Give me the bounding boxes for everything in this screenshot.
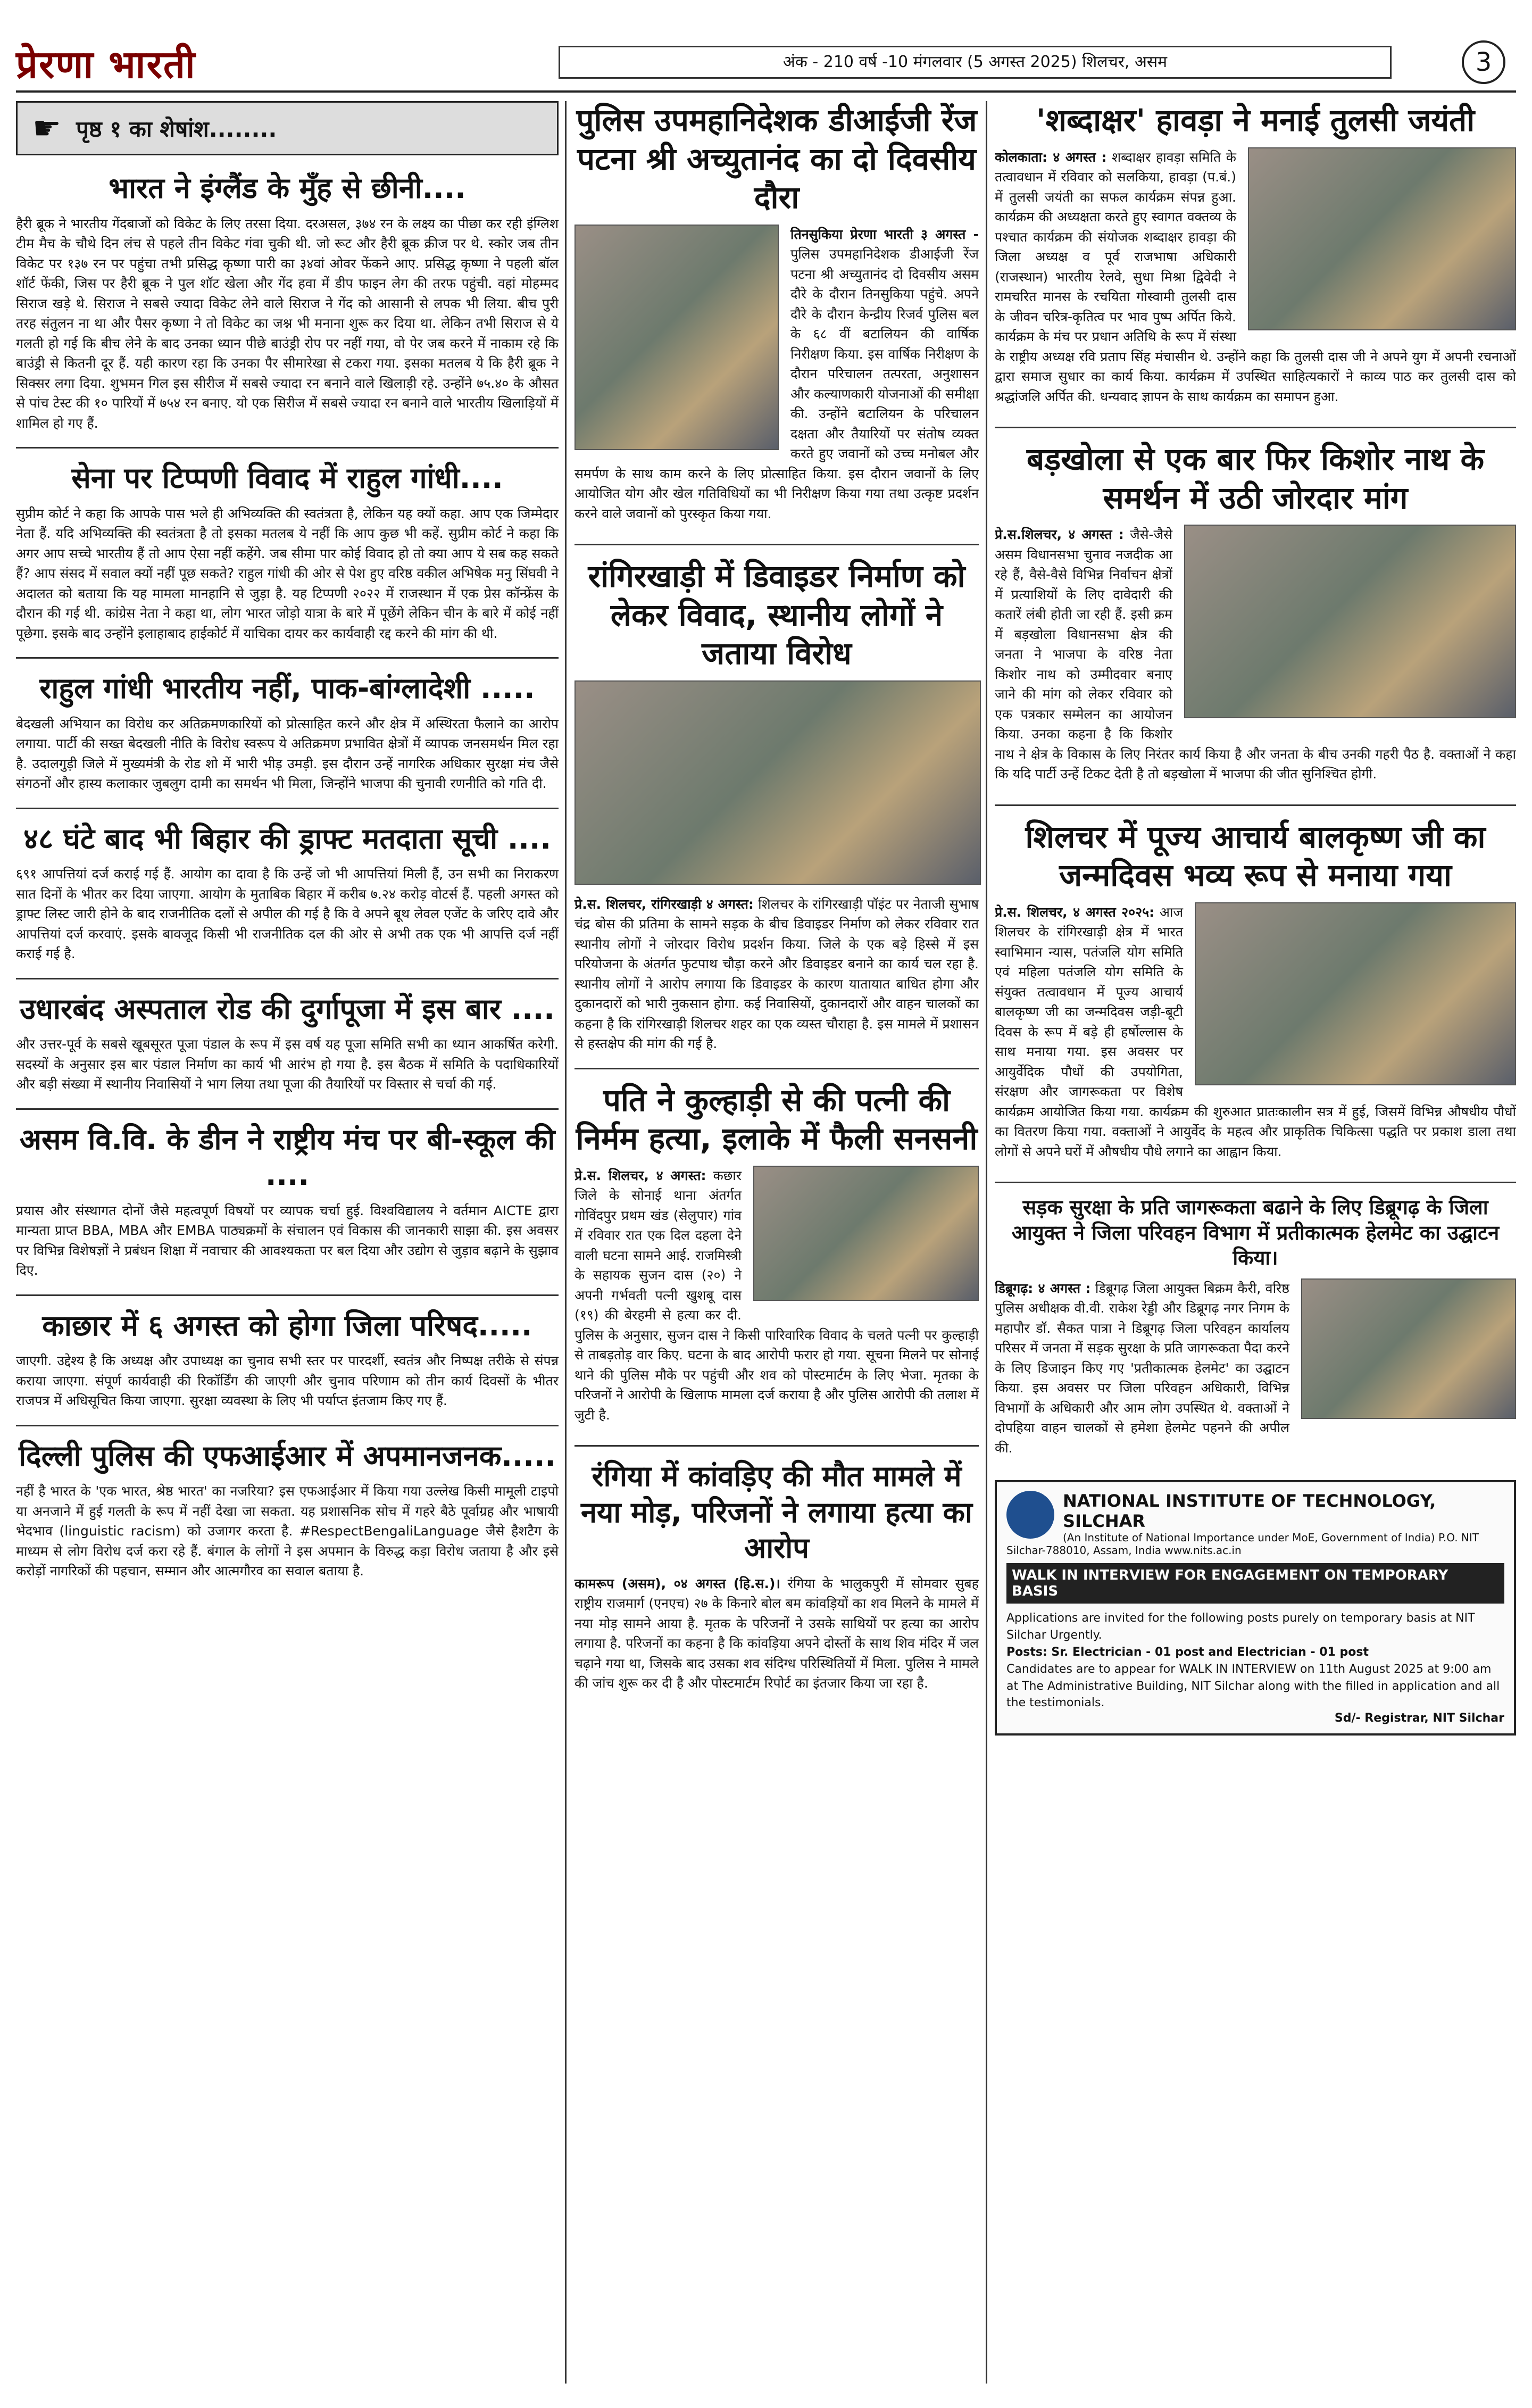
headline: रांगिरखाड़ी में डिवाइडर निर्माण को लेकर विवाद, स्थानीय लोगों ने जताया विरोध [588, 558, 965, 671]
ad-sub: (An Institute of National Importance under MoE, Government of India) P.O. NIT Silchar-788010, Assam, India www.nits.ac.in [1006, 1531, 1479, 1557]
headline: दिल्ली पुलिस की एफआईआर में अपमानजनक..... [19, 1439, 556, 1473]
ad-text: Candidates are to appear for WALK IN INTERVIEW on 11th August 2025 at 9:00 am at The Administrative Building, NIT Silchar along with the filled in application and all the testimonials. [1006, 1662, 1500, 1710]
divider [995, 427, 1516, 428]
headline: राहुल गांधी भारतीय नहीं, पाक-बांग्लादेशी ..... [39, 671, 535, 705]
headline: 'शब्दाक्षर' हावड़ा ने मनाई तुलसी जयंती [1036, 102, 1475, 138]
article-body: रंगिया के भालुकपुरी में सोमवार सुबह राष्ट्रीय राजमार्ग (एनएच) २७ के किनारे बोल बम कांवड़ियों का शव मिलने के मामले में नया मोड़ सामने आया है. मृतक के परिजनों ने उसके साथियों पर हत्या का आरोप लगाया है. परिजनों का कहना है कि कांवड़िया अपने दोस्तों के साथ शिव मंदिर में जल चढ़ाने गया था, जिसके बाद उसका शव संदिग्ध परिस्थितियों में मिला. पुलिस ने मामले की जांच शुरू कर दी है और पोस्टमार्टम रिपोर्ट का इंतजार किया जा रहा है. [574, 1575, 979, 1691]
column-divider [565, 101, 567, 2384]
dateline: डिब्रूगढ़: ४ अगस्त : [995, 1280, 1091, 1296]
news-photo [1195, 902, 1516, 1085]
institute-logo-icon [1006, 1491, 1054, 1539]
news-photo [1301, 1278, 1516, 1419]
continuation-kicker [16, 101, 559, 155]
column-continuations [16, 101, 559, 1595]
dateline: प्रे.स. शिलचर, ४ अगस्त: [574, 1167, 706, 1183]
page-number: 3 [1462, 40, 1505, 84]
divider [16, 1108, 559, 1110]
article-body: और उत्तर-पूर्व के सबसे खूबसूरत पूजा पंडाल के रूप में इस वर्ष यह पूजा समिति सभी का ध्यान आकर्षित करेगी. सदस्यों के अनुसार इस बार पंडाल निर्माण का कार्य भी आरंभ हो गया है. इस बैठक में समिति के पदाधिकारियों और बड़ी संख्या में स्थानीय निवासियों ने भाग लिया तथा पूजा की तैयारियों पर विस्तार से चर्चा की गई. [16, 1036, 559, 1092]
divider [16, 978, 559, 979]
article-body: ६९१ आपत्तियां दर्ज कराई गई हैं. आयोग का दावा है कि उन्हें जो भी आपत्तियां मिली हैं, उन सभी का निराकरण सात दिनों के भीतर कर दिया जाएगा. आयोग के मुताबिक बिहार में करीब ७.२४ करोड़ वोटर्स हैं. पहली अगस्त को ड्राफ्ट लिस्ट जारी होने के बाद राजनीतिक दलों से अपील की गई है कि वे अपने बूथ लेवल एजेंट के जरिए दावे और आपत्तियां दर्ज करवाएं. इसके बावजूद किसी भी राजनीतिक दल की ओर से अभी तक एक भी आपत्ति दर्ज नहीं कराई गई है. [16, 866, 559, 961]
ad-posts: Posts: Sr. Electrician - 01 post and Electrician - 01 post [1006, 1645, 1369, 1659]
divider [574, 1445, 979, 1447]
article-body: पुलिस उपमहानिदेशक डीआईजी रेंज पटना श्री अच्युतानंद दो दिवसीय असम दौरे के दौरान तिनसुकिया पहुंचे. अपने दौरे के दौरान केन्द्रीय रिजर्व पुलिस बल के ६८ वीं बटालियन की वार्षिक निरीक्षण किया. इस वार्षिक निरीक्षण के दौरान परिचालन तत्परता, अनुशासन और कल्याणकारी योजनाओं की समीक्षा की. उन्होंने बटालियन के परिचालन दक्षता और तैयारियों पर संतोष व्यक्त करते हुए जवानों को उच्च मनोबल और समर्पण के साथ काम करने के लिए प्रोत्साहित किया. इस दौरान जवानों के लिए आयोजित योग और खेल गतिविधियों का भी निरीक्षण किया गया तथा उत्कृष्ट प्रदर्शन करने वाले जवानों को पुरस्कृत किया गया. [574, 246, 979, 521]
headline: काछार में ६ अगस्त को होगा जिला परिषद..... [42, 1308, 532, 1342]
article-body: डिब्रूगढ़ जिला आयुक्त बिक्रम कैरी, वरिष्ठ पुलिस अधीक्षक वी.वी. राकेश रेड्डी और डिब्रूगढ़ नगर निगम के महापौर डॉ. सैकत पात्रा ने डिब्रूगढ़ जिला परिवहन कार्यालय परिसर में जनता में सड़क सुरक्षा के प्रति जागरूकता पैदा करने के लिए डिजाइन किए गए 'प्रतीकात्मक हेलमेट' का उद्घाटन किया. इस अवसर पर जिला परिवहन अधिकारी, विभिन्न विभागों के अधिकारी और आम लोग उपस्थित थे. वक्ताओं ने दोपहिया वाहन चालकों से हमेशा हेलमेट पहनने की अपील की. [995, 1280, 1290, 1456]
headline: बड़खोला से एक बार फिर किशोर नाथ के समर्थन में उठी जोरदार मांग [1026, 441, 1485, 516]
headline: ४८ घंटे बाद भी बिहार की ड्राफ्ट मतदाता सूची .... [23, 821, 551, 856]
newspaper-title: प्रेरणा भारती [16, 41, 196, 87]
ad-band: WALK IN INTERVIEW FOR ENGAGEMENT ON TEMPORARY BASIS [1006, 1563, 1504, 1604]
news-photo [753, 1166, 979, 1301]
column-middle [574, 101, 979, 1707]
article-body: जाएगी. उद्देश्य है कि अध्यक्ष और उपाध्यक्ष का चुनाव सभी स्तर पर पारदर्शी, स्वतंत्र और निष्पक्ष तरीके से संपन्न कराया जाएगा. संपूर्ण कार्यवाही की रिकॉर्डिंग की जाएगी और चुनाव परिणाम को तीन कार्य दिवसों के भीतर राजपत्र में अधिसूचित किया जाएगा. सुरक्षा व्यवस्था के लिए भी पर्याप्त इंतजाम किए गए हैं. [16, 1353, 559, 1408]
kicker-label: पृष्ठ १ का शेषांश........ [76, 115, 277, 142]
masthead [16, 37, 1516, 93]
article [995, 1278, 1516, 1472]
column-right [995, 101, 1516, 1736]
divider [16, 1425, 559, 1426]
dateline: प्रे.स.शिलचर, ४ अगस्त : [995, 527, 1124, 542]
article-body: शिलचर के रांगिरखाड़ी पॉइंट पर नेताजी सुभाष चंद्र बोस की प्रतिमा के सामने सड़क के बीच डिवाइडर निर्माण को लेकर रविवार रात स्थानीय लोगों ने जोरदार विरोध प्रदर्शन किया. जिले के एक बड़े हिस्से में इस परियोजना के अंतर्गत फुटपाथ चौड़ा करने और डिवाइडर बनाने का कार्य चल रहा है. स्थानीय लोगों ने आरोप लगाया कि डिवाइडर के कारण यातायात बाधित होगा और दुकानदारों को भारी नुकसान होगा. कई निवासियों, दुकानदारों और वाहन चालकों का कहना है कि रांगिरखाड़ी शिलचर शहर का एक व्यस्त चौराहा है. इस मामले में प्रशासन से हस्तक्षेप की मांग की गई है. [574, 896, 979, 1051]
headline: रंगिया में कांवड़िए की मौत मामले में नया मोड़, परिजनों ने लगाया हत्या का आरोप [581, 1459, 972, 1565]
headline: उधारबंद अस्पताल रोड की दुर्गापूजा में इस बार .... [20, 992, 555, 1026]
dateline: प्रे.स. शिलचर, रांगिरखाड़ी ४ अगस्त: [574, 896, 754, 912]
article-body: प्रयास और संस्थागत दोनों जैसे महत्वपूर्ण विषयों पर व्यापक चर्चा हुई. विश्वविद्यालय ने वर्तमान AICTE द्वारा मान्यता प्राप्त BBA, MBA और EMBA पाठ्यक्रमों के संचालन एवं विकास की जानकारी साझा की. इस अवसर पर विभिन्न विशेषज्ञों ने प्रबंधन शिक्षा में नवाचार की आवश्यकता पर बल दिया और उद्योग से जुड़ाव बढ़ाने के सुझाव दिए. [16, 1202, 559, 1278]
ad-org: NATIONAL INSTITUTE OF TECHNOLOGY, SILCHAR [1063, 1491, 1436, 1531]
dateline: प्रे.स. शिलचर, ४ अगस्त २०२५: [995, 904, 1155, 920]
ad-text: Applications are invited for the following posts purely on temporary basis at NIT Silchar Urgently. [1006, 1612, 1475, 1642]
dateline: तिनसुकिया प्रेरणा भारती ३ अगस्त - [790, 226, 979, 242]
issue-line: अंक - 210 वर्ष -10 मंगलवार (5 अगस्त 2025) शिलचर, असम [559, 46, 1392, 79]
divider [16, 657, 559, 659]
dateline: कोलकाता: ४ अगस्त : [995, 149, 1107, 165]
article-body: नहीं है भारत के 'एक भारत, श्रेष्ठ भारत' का नजरिया? इस एफआईआर में किया गया उल्लेख किसी मामूली टाइपो या अनजाने में हुई गलती के रूप में नहीं देखा जा सकता. यह प्रशासनिक सोच में गहरे बैठे पूर्वाग्रह और भाषायी भेदभाव (linguistic racism) को उजागर करता है. #RespectBengaliLanguage जैसे हैशटैग के माध्यम से लोग विरोध दर्ज करा रहे हैं. बंगाल के लोगों ने इस अपमान के विरुद्ध कड़ा विरोध जताया है और इसे करोड़ों नागरिकों की पहचान, सम्मान और आत्मगौरव का सवाल बताया है. [16, 1483, 559, 1579]
article-body: जैसे-जैसे असम विधानसभा चुनाव नजदीक आ रहे हैं, वैसे-वैसे विभिन्न निर्वाचन क्षेत्रों में प्रत्याशियों के लिए दावेदारी की कतारें लंबी होती जा रही हैं. इसी क्रम में बड़खोला विधानसभा क्षेत्र की जनता ने भाजपा के वरिष्ठ नेता किशोर नाथ को उम्मीदवार बनाए जाने की मांग को लेकर रविवार को एक पत्रकार सम्मेलन का आयोजन किया. उनका कहना है कि किशोर नाथ ने क्षेत्र के विकास के लिए निरंतर कार्य किया है और जनता के बीच उनकी गहरी पैठ है. वक्ताओं ने कहा कि यदि पार्टी उन्हें टिकट देती है तो बड़खोला में भाजपा की जीत सुनिश्चित होगी. [995, 527, 1516, 782]
divider [995, 804, 1516, 806]
headline: पति ने कुल्हाड़ी से की पत्नी की निर्मम हत्या, इलाके में फैली सनसनी [576, 1082, 978, 1157]
divider [16, 447, 559, 449]
article [574, 1166, 979, 1439]
article-body: शब्दाक्षर हावड़ा समिति के तत्वावधान में रविवार को सलकिया, हावड़ा (प.बं.) में तुलसी जयंती का सफल कार्यक्रम संपन्न हुआ. कार्यक्रम की अध्यक्षता करते हुए स्वागत वक्तव्य के पश्चात कार्यक्रम की संयोजक शब्दाक्षर हावड़ा की जिला अध्यक्ष व पूर्व राजभाषा अधिकारी (राजस्थान) भारतीय रेलवे, सुधा मिश्रा द्विवेदी ने रामचरित मानस के रचयिता गोस्वामी तुलसी दास के जीवन चरित्र-कृतित्व पर भाव पुष्प अर्पित किये. कार्यक्रम के मंच पर प्रधान अतिथि के रूप में संस्था के राष्ट्रीय अध्यक्ष रवि प्रताप सिंह मंचासीन थे. उन्होंने कहा कि तुलसी दास जी ने अपने युग में अपनी रचनाओं द्वारा समाज सुधार का कार्य किया. कार्यक्रम में उपस्थित साहित्यकारों ने काव्य पाठ कर तुलसी दास को श्रद्धांजलि अर्पित की. धन्यवाद ज्ञापन के साथ कार्यक्रम का समापन हुआ. [995, 149, 1516, 404]
headline: भारत ने इंग्लैंड के मुँह से छीनी.... [109, 171, 466, 205]
divider [574, 1068, 979, 1069]
article-body: बेदखली अभियान का विरोध कर अतिक्रमणकारियों को प्रोत्साहित करने और क्षेत्र में अस्थिरता फैलाने का आरोप लगाया. पार्टी की सख्त बेदखली नीति के विरोध स्वरूप ये अतिक्रमण प्रभावित क्षेत्रों में व्यापक जनसमर्थन मिल रहा है. उदालगुड़ी जिले में मुख्यमंत्री के रोड शो में भारी भीड़ उमड़ी. इस दौरान उन्हें नागरिक अधिकार सुरक्षा मंच जैसे संगठनों और हास्य कलाकार जुबलुग दामी का समर्थन भी मिला, जिन्होंने भाजपा की चुनावी रणनीति को गति दी. [16, 716, 559, 791]
article-body: आज शिलचर के रांगिरखाड़ी क्षेत्र में भारत स्वाभिमान न्यास, पतंजलि योग समिति एवं महिला पतंजलि योग समिति के संयुक्त तत्वावधान में पूज्य आचार्य बालकृष्ण जी का जन्मदिवस जड़ी-बूटी दिवस के रूप में बड़े ही हर्षोल्लास के साथ मनाया गया. इस अवसर पर आयुर्वेदिक पौधों की उपयोगिता, संरक्षण और जागरूकता पर विशेष कार्यक्रम आयोजित किया गया. कार्यक्रम की शुरुआत प्रातःकालीन सत्र में हुई, जिसमें विभिन्न औषधीय पौधों का वितरण किया गया. वक्ताओं ने आयुर्वेद के महत्व और प्राकृतिक चिकित्सा पद्धति पर प्रकाश डाला तथा लोगों से अपने घरों में औषधीय पौधे लगाने का आह्वान किया. [995, 904, 1516, 1159]
headline: पुलिस उपमहानिदेशक डीआईजी रेंज पटना श्री अच्युतानंद का दो दिवसीय दौरा [576, 102, 977, 215]
headline: सेना पर टिप्पणी विवाद में राहुल गांधी.... [71, 461, 503, 495]
divider [16, 808, 559, 809]
headline: असम वि.वि. के डीन ने राष्ट्रीय मंच पर बी-स्कूल की .... [19, 1122, 555, 1192]
divider [16, 1294, 559, 1296]
news-photo [574, 680, 981, 885]
article [995, 147, 1516, 421]
article-body: कछार जिले के सोनाई थाना अंतर्गत गोविंदपुर प्रथम खंड (सेलुपार) गांव में रविवार रात एक दिल दहला देने वाली घटना सामने आई. राजमिस्त्री के सहायक सुजन दास (२०) ने अपनी गर्भवती पत्नी खुशबू दास (१९) की बेरहमी से हत्या कर दी. पुलिस के अनुसार, सुजन दास ने किसी पारिवारिक विवाद के चलते पत्नी पर कुल्हाड़ी से ताबड़तोड़ वार किए. घटना के बाद आरोपी फरार हो गया. सूचना मिलने पर सोनाई थाने की पुलिस मौके पर पहुंची और शव को पोस्टमार्टम के लिए भेजा. मृतका के परिजनों ने आरोपी के खिलाफ मामला दर्ज कराया है और पुलिस आरोपी की तलाश में जुटी है. [574, 1167, 979, 1423]
divider [574, 544, 979, 545]
article [995, 525, 1516, 798]
article-body: हैरी ब्रूक ने भारतीय गेंदबाजों को विकेट के लिए तरसा दिया. दरअसल, ३७४ रन के लक्ष्य का पीछा कर रही इंग्लिश टीम मैच के चौथे दिन लंच से पहले तीन विकेट गंवा चुकी थी. जो रूट और हैरी ब्रूक क्रीज पर थे. स्कोर जब तीन विकेट पर १३७ रन पर पहुंचा तभी प्रसिद्ध कृष्णा पारी का ३४वां ओवर फेंकने आए. प्रसिद्ध कृष्णा ने पहली बॉल शॉर्ट फेंकी, जिस पर हैरी ब्रूक ने पुल शॉट खेला और गेंद हवा में डीप फाइन लेग की तरफ पहुंची. वहां मोहम्मद सिराज खड़े थे. सिराज ने सबसे ज्यादा विकेट लेने वाले सिराज ने गेंद को आसानी से लपक भी लिया. बीच पुरी तरह संतुलन ना था और पैसर कृष्णा ने तो विकेट का जश्न भी मनाना शुरू कर दिया था. लेकिन तभी सिराज से ये गलती हो गई कि बीच लेने के बाद उनका ध्यान पीछे बाउंड्री रोप पर नहीं गया, वो पेर जब करने में नाकाम रहे कि बाउंड्री से कितनी दूर हैं. यही कारण रहा कि उनका पैर सीमारेखा से टकरा गया. इसका मतलब ये कि हैरी ब्रूक ने सिक्सर लगा दिया. शुभमन गिल इस सीरीज में सबसे ज्यादा रन बनाने वाले खिलाड़ी रहे. उन्होंने ७५.४० के औसत से पांच टेस्ट की १० पारियों में ७५४ रन बनाए. यो एक सिरीज में सबसे ज्यादा रन बनाने वाले भारतीय खिलाड़ियों में शामिल हो गए हैं. [16, 215, 559, 431]
column-divider [986, 101, 987, 2384]
dateline: कामरूप (असम), ०४ अगस्त (हि.स.)। [574, 1575, 780, 1591]
advertisement [995, 1480, 1516, 1736]
divider [995, 1182, 1516, 1183]
pointing-hand-icon: ☛ [32, 110, 61, 147]
headline: सड़क सुरक्षा के प्रति जागरूकता बढाने के लिए डिब्रूगढ़ के जिला आयुक्त ने जिला परिवहन विभाग में प्रतीकात्मक हेलमेट का उद्घाटन किया। [1011, 1195, 1500, 1269]
news-photo [1248, 147, 1516, 330]
article [574, 225, 979, 538]
article-body: सुप्रीम कोर्ट ने कहा कि आपके पास भले ही अभिव्यक्ति की स्वतंत्रता है, लेकिन यह क्यों कहा. आप एक जिम्मेदार नेता हैं. यदि अभिव्यक्ति की स्वतंत्रता है तो इसका मतलब ये नहीं कि आप कुछ भी कहें. सुप्रीम कोर्ट ने कहा कि अगर आप सच्चे भारतीय हैं तो आप ऐसा नहीं कहेंगे. जब सीमा पार कोई विवाद हो तो क्या आप ये सब कह सकते हैं? आप संसद में सवाल क्यों नहीं पूछ सकते? राहुल गांधी की ओर से पेश हुए वरिष्ठ वकील अभिषेक मनु सिंघवी ने अदालत को बताया कि यह मामला मानहानि से जुड़ा है. यह टिप्पणी २०२२ में राजस्थान में एक प्रेस कॉन्फ्रेंस के दौरान की गई थी. कांग्रेस नेता ने कहा था, लोग भारत जोड़ो यात्रा के बारे में पूछेंगे लेकिन चीन के बारे में कोई नहीं पूछेगा. इसके बाद उन्होंने इलाहाबाद हाईकोर्ट में याचिका दायर कर कार्यवाही रद्द करने की मांग की थी. [16, 505, 559, 641]
news-photo [574, 225, 779, 450]
headline: शिलचर में पूज्य आचार्य बालकृष्ण जी का जन्मदिवस भव्य रूप से मनाया गया [1025, 818, 1486, 893]
news-photo [1184, 525, 1516, 718]
article [995, 902, 1516, 1176]
ad-signature: Sd/- Registrar, NIT Silchar [1334, 1712, 1504, 1725]
